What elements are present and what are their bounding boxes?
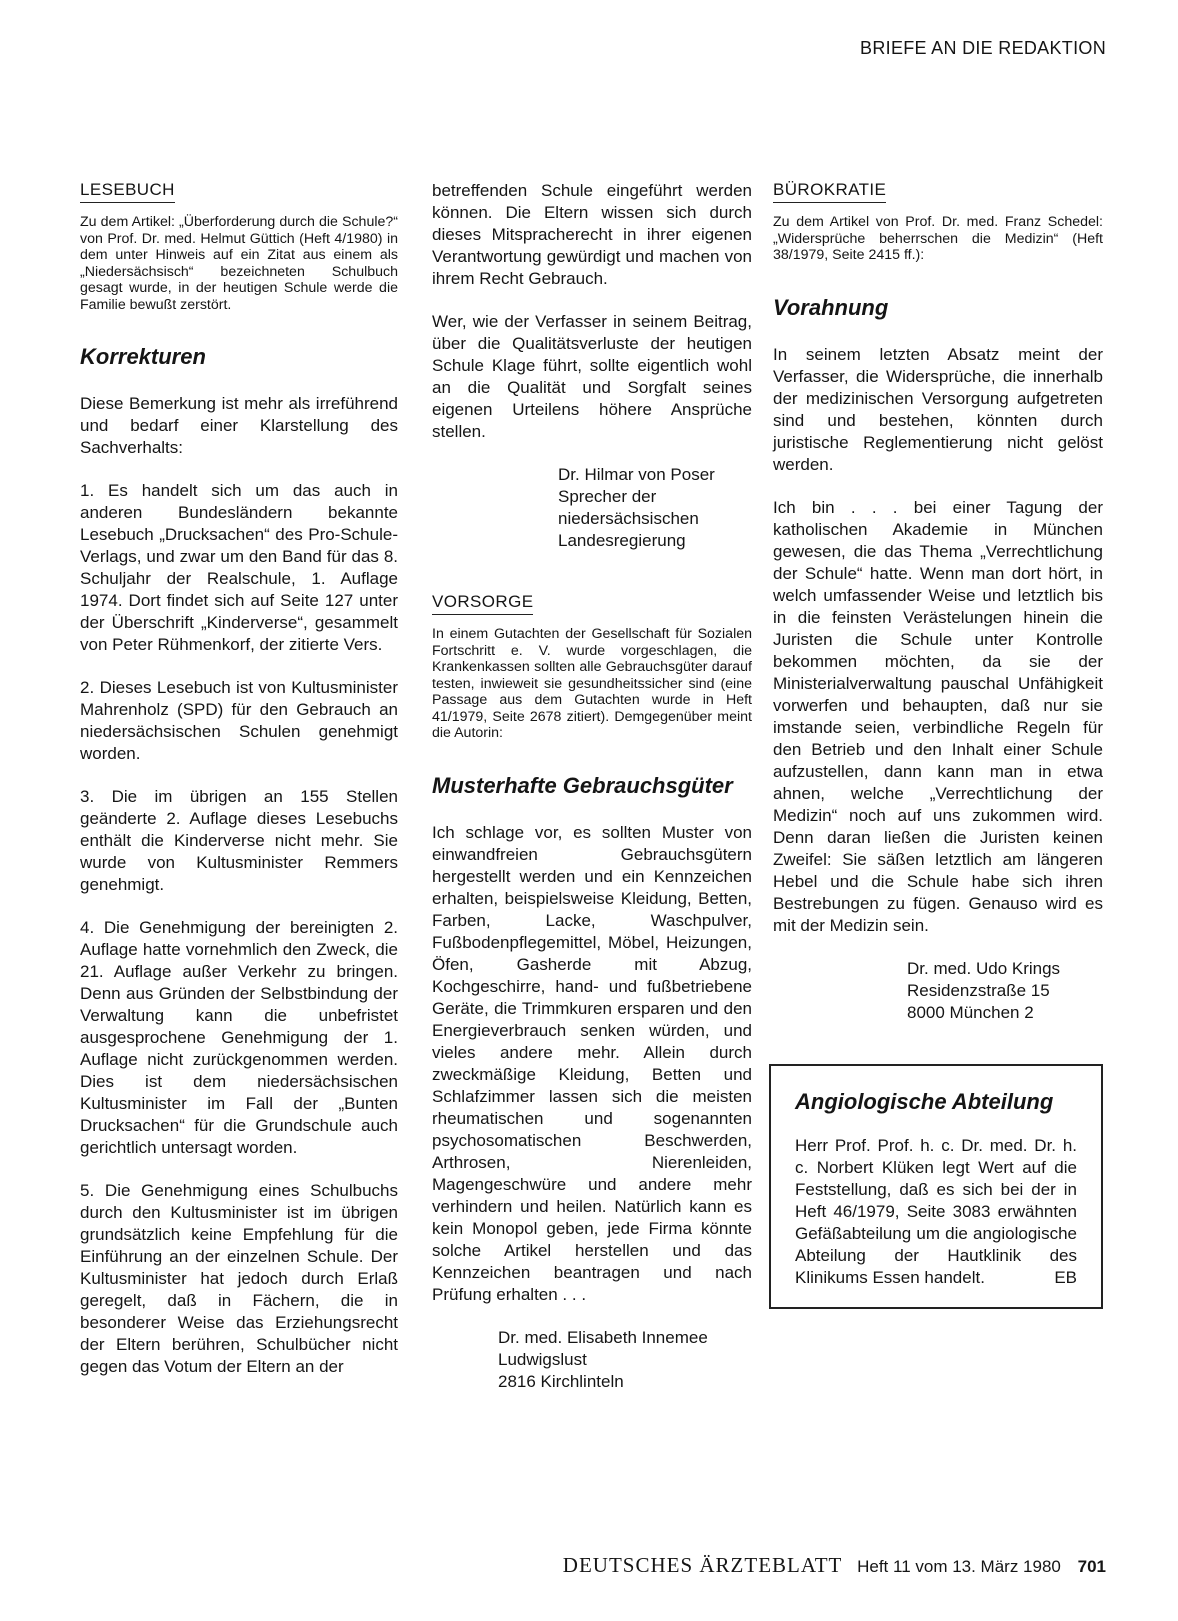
magazine-name: DEUTSCHES ÄRZTEBLATT: [562, 1553, 843, 1577]
letter-signature: [498, 1327, 752, 1393]
letter-paragraph: Ich bin . . . bei einer Tagung der katholischen Akademie in München gewesen, die das Thema „Verrechtlichung der Schule“ hatte. Wenn man dort hört, in welch umfassender Weise und letztlich bis in die feinsten Verästelungen hinein die Juristen die Schule unter Kontrolle bekommen möchten, da sie der Ministerialverwaltung pauschal Unfähigkeit vorwerfen und behaupten, daß nur sie imstande seien, verbindliche Regeln für den Betrieb und den Inhalt einer Schule aufzustellen, dann kann man in etwa ahnen, welche „Verrechtlichung der Medizin“ noch auf uns zukommen wird. Denn daran ließen die Juristen keinen Zweifel: Sie säßen letztlich am längeren Hebel und die Schule habe sich ihren Bestrebungen zu fügen. Genauso wird es mit der Medizin sein.: [773, 497, 1103, 935]
notice-box: [769, 1064, 1103, 1309]
notice-text: [795, 1135, 1077, 1289]
letter-headline: Musterhafte Gebrauchsgüter: [432, 772, 733, 798]
issue-info: Heft 11 vom 13. März 1980: [857, 1557, 1061, 1576]
letter-paragraph: 5. Die Genehmigung eines Schulbuchs durch den Kultusminister ist im übrigen grundsätzlich keine Empfehlung für die Einführung an der einzelnen Schule. Der Kultusminister hat jedoch durch Erlaß geregelt, daß in Fächern, die in besonderer Weise das Erziehungsrecht der Eltern berühren, Schulbücher nicht gegen das Votum der Eltern an der: [80, 1181, 398, 1376]
letter-headline: Vorahnung: [773, 294, 889, 320]
column-middle: [432, 180, 752, 1433]
signature-line: Landesregierung: [558, 531, 686, 550]
running-header: BRIEFE AN DIE REDAKTION: [860, 38, 1106, 58]
column-right: [773, 180, 1103, 1309]
signature-line: Sprecher der: [558, 487, 657, 506]
signature-line: 2816 Kirchlinteln: [498, 1371, 624, 1391]
page-footer: [563, 1553, 1106, 1578]
letter-intro: In einem Gutachten der Gesellschaft für Sozialen Fortschritt e. V. wurde vorgeschlagen, die Krankenkassen sollten alle Gebrauchsgüter darauf testen, inwieweit sie gesundheitssicher sind (eine Passage aus dem Gutachten wurde in Heft 41/1979, Seite 2678 zitiert). Demgegenüber meint die Autorin:: [432, 626, 752, 741]
letter-intro: Zu dem Artikel von Prof. Dr. med. Franz Schedel: „Widersprüche beherrschen die Medizin“ (Heft 38/1979, Seite 2415 ff.):: [773, 214, 1103, 263]
page-number: 701: [1077, 1557, 1106, 1576]
signature-line: Dr. Hilmar von Poser: [558, 465, 715, 484]
notice-body: Herr Prof. Prof. h. c. Dr. med. Dr. h. c. Norbert Klüken legt Wert auf die Feststellung, daß es sich bei der in Heft 46/1979, Seite 3083 erwähnten Gefäßabteilung um die angiologische Abteilung der Hautklinik des Klinikums Essen handelt.: [795, 1135, 1077, 1287]
signature-line: 8000 München 2: [907, 1002, 1034, 1022]
section-label-lesebuch: LESEBUCH: [80, 180, 175, 203]
letter-headline: Korrekturen: [80, 344, 206, 369]
letter-paragraph: Diese Bemerkung ist mehr als irreführend und bedarf einer Klarstellung des Sachverhalts:: [80, 394, 398, 457]
letter-paragraph: 2. Dieses Lesebuch ist von Kultusminister Mahrenholz (SPD) für den Gebrauch an niedersächsischen Schulen genehmigt worden.: [80, 678, 398, 763]
signature-line: Dr. med. Udo Krings: [907, 958, 1061, 978]
letter-intro: Zu dem Artikel: „Überforderung durch die Schule?“ von Prof. Dr. med. Helmut Güttich (Heft 4/1980) in dem unter Hinweis auf ein Zitat aus einem als „Niedersächsisch“ bezeichneten Schulbuch gesagt wurde, in der heutigen Schule werde die Familie bewußt zerstört.: [80, 214, 398, 313]
signature-line: niedersächsischen: [558, 509, 699, 528]
letter-paragraph: In seinem letzten Absatz meint der Verfasser, die Widersprüche, die innerhalb der medizinischen Versorgung aufgetreten sind und bestehen, könnten durch juristische Reglementierung nicht gelöst werden.: [773, 344, 1103, 474]
column-left: [80, 180, 398, 1399]
letter-paragraph: 3. Die im übrigen an 155 Stellen geänderte 2. Auflage dieses Lesebuchs enthält die Kinderverse nicht mehr. Sie wurde von Kultusminister Remmers genehmigt.: [80, 787, 398, 894]
signature-line: Dr. med. Elisabeth Innemee: [498, 1327, 708, 1347]
section-label-buerokratie: BÜROKRATIE: [773, 180, 886, 203]
section-label-vorsorge: VORSORGE: [432, 592, 533, 615]
letter-signature: [907, 958, 1103, 1024]
letter-paragraph: Ich schlage vor, es sollten Muster von einwandfreien Gebrauchsgütern hergestellt werden und ein Kennzeichen erhalten, beispielsweise Kleidung, Betten, Farben, Lacke, Waschpulver, Fußbodenpflegemittel, Möbel, Heizungen, Öfen, Gasherde mit Abzug, Kochgeschirre, hand- und fußbetriebene Geräte, die Trimmkuren ersparen und den Energieverbrauch senken würden, und vieles andere mehr. Allein durch zweckmäßige Kleidung, Betten und Schlafzimmer lassen sich die meisten rheumatischen und sogenannten psychosomatischen Beschwerden, Arthrosen, Nierenleiden, Magengeschwüre und andere mehr verhindern und heilen. Natürlich kann es kein Monopol geben, jede Firma könnte solche Artikel herstellen und das Kennzeichen beantragen und nach Prüfung erhalten . . .: [432, 822, 752, 1304]
signature-line: Ludwigslust: [498, 1349, 587, 1369]
notice-headline: Angiologische Abteilung: [795, 1088, 1054, 1114]
letter-paragraph: 4. Die Genehmigung der bereinigten 2. Auflage hatte vornehmlich den Zweck, die 21. Auflage außer Verkehr zu bringen. Denn aus Gründen der Selbstbindung der Verwaltung kann die unbefristet ausgesprochene Genehmigung der 1. Auflage nicht zurückgenommen werden. Dies ist dem niedersächsischen Kultusminister im Fall der „Bunten Drucksachen“ für die Grundschule auch gerichtlich untersagt worden.: [80, 918, 398, 1157]
letter-signature: [558, 464, 752, 552]
signature-line: Residenzstraße 15: [907, 980, 1050, 1000]
letter-paragraph: betreffenden Schule eingeführt werden können. Die Eltern wissen sich durch dieses Mitspracherecht in ihrer eigenen Verantwortung gewürdigt und machen von ihrem Recht Gebrauch.: [432, 181, 752, 288]
notice-initials: EB: [1054, 1267, 1077, 1287]
letter-paragraph: 1. Es handelt sich um das auch in anderen Bundesländern bekannte Lesebuch „Drucksachen“ des Pro-Schule-Verlags, und zwar um den Band für das 8. Schuljahr der Realschule, 1. Auflage 1974. Dort findet sich auf Seite 127 unter der Überschrift „Kinderverse“, gesammelt von Peter Rühmenkorf, der zitierte Vers.: [80, 481, 398, 654]
letter-paragraph: Wer, wie der Verfasser in seinem Beitrag, über die Qualitätsverluste der heutigen Schule Klage führt, sollte eigentlich wohl an die Qualität und Sorgfalt seines eigenen Urteilens höhere Ansprüche stellen.: [432, 312, 752, 441]
